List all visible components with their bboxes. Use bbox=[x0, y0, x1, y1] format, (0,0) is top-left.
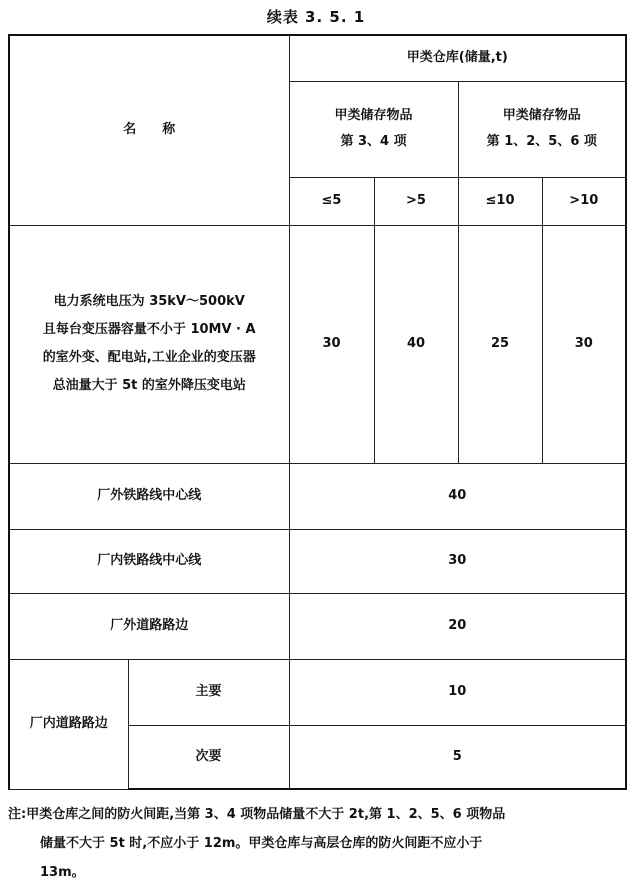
threshold-gt10: >10 bbox=[542, 177, 626, 225]
road-outside-value: 20 bbox=[289, 593, 626, 659]
note-line-1: 注:甲类仓库之间的防火间距,当第 3、4 项物品储量不大于 2t,第 1、2、5、6 项物品 bbox=[8, 807, 506, 822]
substation-value-gt10: 30 bbox=[542, 225, 626, 463]
name-header: 名 称 bbox=[9, 35, 289, 225]
table-note bbox=[8, 800, 632, 887]
road-inside-main-label: 主要 bbox=[128, 659, 289, 725]
road-outside-label: 厂外道路路边 bbox=[9, 593, 289, 659]
rail-inside-value: 30 bbox=[289, 529, 626, 593]
substation-value-gt5: 40 bbox=[374, 225, 458, 463]
group2-header: 甲类储存物品 第 1、2、5、6 项 bbox=[458, 81, 626, 177]
road-inside-main-value: 10 bbox=[289, 659, 626, 725]
substation-value-le5: 30 bbox=[289, 225, 374, 463]
group1-header: 甲类储存物品 第 3、4 项 bbox=[289, 81, 458, 177]
road-inside-label: 厂内道路路边 bbox=[9, 659, 128, 789]
substation-value-le10: 25 bbox=[458, 225, 542, 463]
table-title: 续表 3. 5. 1 bbox=[266, 8, 366, 26]
rail-outside-value: 40 bbox=[289, 463, 626, 529]
threshold-le5: ≤5 bbox=[289, 177, 374, 225]
note-line-2: 储量不大于 5t 时,不应小于 12m。甲类仓库与高层仓库的防火间距不应小于 bbox=[40, 836, 483, 851]
substation-description: 电力系统电压为 35kV～500kV 且每台变压器容量不小于 10MV · A 的室外变、配电站,工业企业的变压器 总油量大于 5t 的室外降压变电站 bbox=[9, 225, 289, 463]
rail-outside-label: 厂外铁路线中心线 bbox=[9, 463, 289, 529]
fire-distance-table bbox=[8, 34, 627, 790]
threshold-gt5: >5 bbox=[374, 177, 458, 225]
rail-inside-label: 厂内铁路线中心线 bbox=[9, 529, 289, 593]
note-line-3: 13m。 bbox=[40, 865, 85, 880]
warehouse-header: 甲类仓库(储量,t) bbox=[289, 35, 626, 81]
road-inside-minor-value: 5 bbox=[289, 725, 626, 789]
threshold-le10: ≤10 bbox=[458, 177, 542, 225]
road-inside-minor-label: 次要 bbox=[128, 725, 289, 789]
